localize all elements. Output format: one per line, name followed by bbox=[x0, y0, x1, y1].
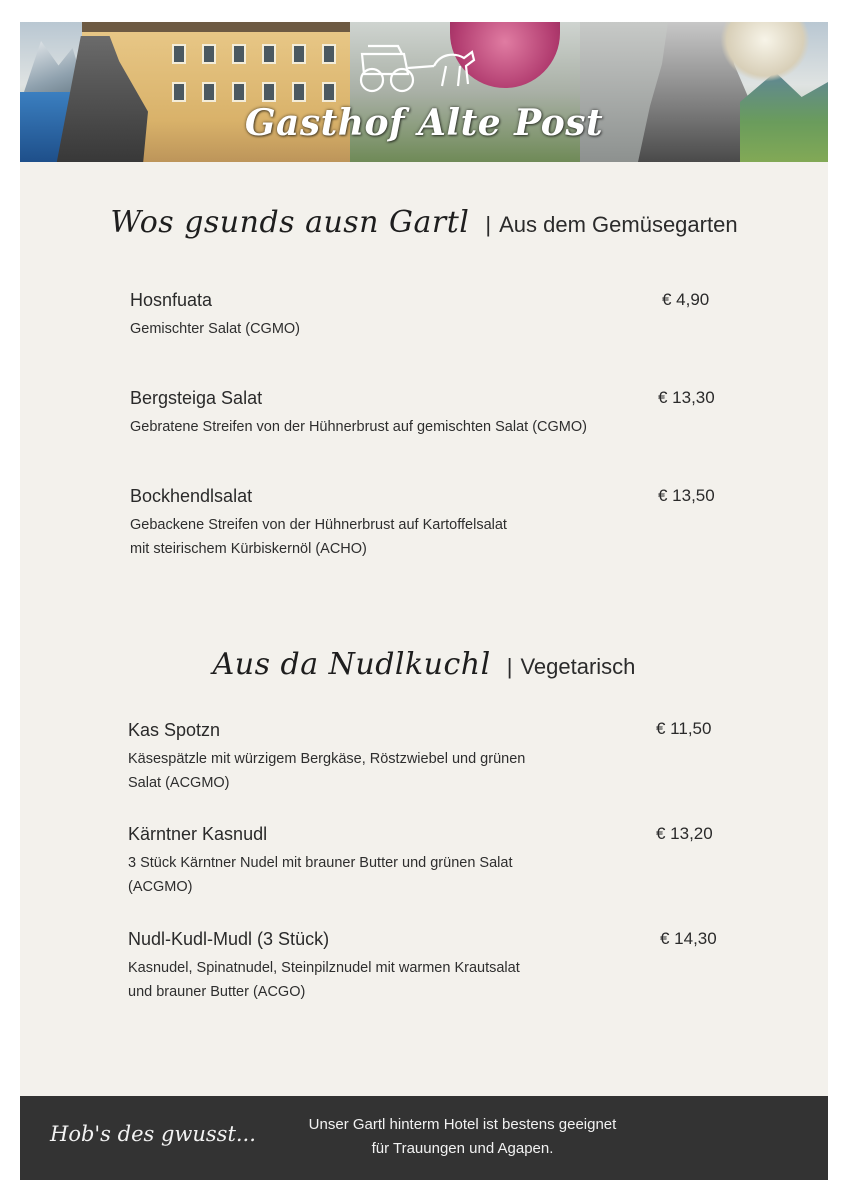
item-name: Nudl-Kudl-Mudl (3 Stück) bbox=[128, 929, 330, 949]
item-price: € 4,90 bbox=[662, 290, 710, 309]
menu-item-bockhendlsalat bbox=[130, 486, 507, 561]
section-subtitle: Aus dem Gemüsegarten bbox=[499, 212, 738, 237]
item-price: € 13,30 bbox=[658, 388, 715, 407]
section-separator: | bbox=[506, 654, 513, 679]
item-name: Bergsteiga Salat bbox=[130, 388, 263, 408]
item-description bbox=[130, 317, 300, 341]
item-description bbox=[128, 956, 520, 1004]
item-description-line: Käsespätzle mit würzigem Bergkäse, Röstzwiebel und grünen bbox=[128, 751, 526, 767]
carriage-icon bbox=[342, 36, 482, 96]
item-name: Bockhendlsalat bbox=[130, 486, 253, 506]
item-price: € 14,30 bbox=[660, 929, 717, 948]
item-price: € 13,20 bbox=[656, 824, 713, 843]
item-name: Kas Spotzn bbox=[128, 720, 221, 740]
item-description-line: (ACGMO) bbox=[128, 879, 193, 895]
footer-script: Hob's des gwusst... bbox=[50, 1122, 256, 1146]
item-description-line: Gebratene Streifen von der Hühnerbrust auf gemischten Salat (CGMO) bbox=[130, 419, 587, 435]
section-heading-noodles bbox=[20, 647, 828, 682]
flower-photo bbox=[720, 22, 810, 82]
footer-text bbox=[270, 1113, 655, 1161]
item-name: Kärntner Kasnudl bbox=[128, 824, 268, 844]
menu-item-nudl-kudl-mudl bbox=[128, 929, 520, 1004]
item-name: Hosnfuata bbox=[130, 290, 213, 310]
footer-banner bbox=[20, 1096, 828, 1180]
item-description-line: Salat (ACGMO) bbox=[128, 775, 230, 791]
item-description-line: Gebackene Streifen von der Hühnerbrust auf Kartoffelsalat bbox=[130, 517, 507, 533]
menu-item-bergsteiga-salat bbox=[130, 388, 587, 439]
restaurant-title: Gasthof Alte Post bbox=[244, 102, 604, 144]
item-description-line: mit steirischem Kürbiskernöl (ACHO) bbox=[130, 541, 367, 557]
menu-item-kaerntner-kasnudl bbox=[128, 824, 512, 899]
section-script-title: Wos gsunds ausn Gartl bbox=[110, 205, 470, 240]
item-description bbox=[130, 415, 587, 439]
menu-item-hosnfuata bbox=[130, 290, 300, 341]
section-heading-garden bbox=[20, 205, 828, 240]
section-subtitle: Vegetarisch bbox=[520, 654, 636, 679]
menu-page bbox=[20, 22, 828, 1180]
footer-text-line: Unser Gartl hinterm Hotel ist bestens geeignet bbox=[308, 1116, 617, 1133]
section-separator: | bbox=[485, 212, 492, 237]
item-description bbox=[128, 747, 525, 795]
item-price: € 11,50 bbox=[656, 719, 712, 738]
item-description-line: Gemischter Salat (CGMO) bbox=[130, 321, 300, 337]
section-script-title: Aus da Nudlkuchl bbox=[212, 647, 491, 682]
header-banner bbox=[20, 22, 828, 162]
footer-text-line: für Trauungen und Agapen. bbox=[371, 1140, 554, 1157]
item-description-line: und brauner Butter (ACGO) bbox=[128, 984, 306, 1000]
item-description bbox=[130, 513, 507, 561]
item-description-line: Kasnudel, Spinatnudel, Steinpilznudel mit warmen Krautsalat bbox=[128, 960, 520, 976]
item-price: € 13,50 bbox=[658, 486, 715, 505]
menu-item-kas-spotzn bbox=[128, 720, 525, 795]
item-description-line: 3 Stück Kärntner Nudel mit brauner Butter und grünen Salat bbox=[128, 855, 513, 871]
item-description bbox=[128, 851, 512, 899]
